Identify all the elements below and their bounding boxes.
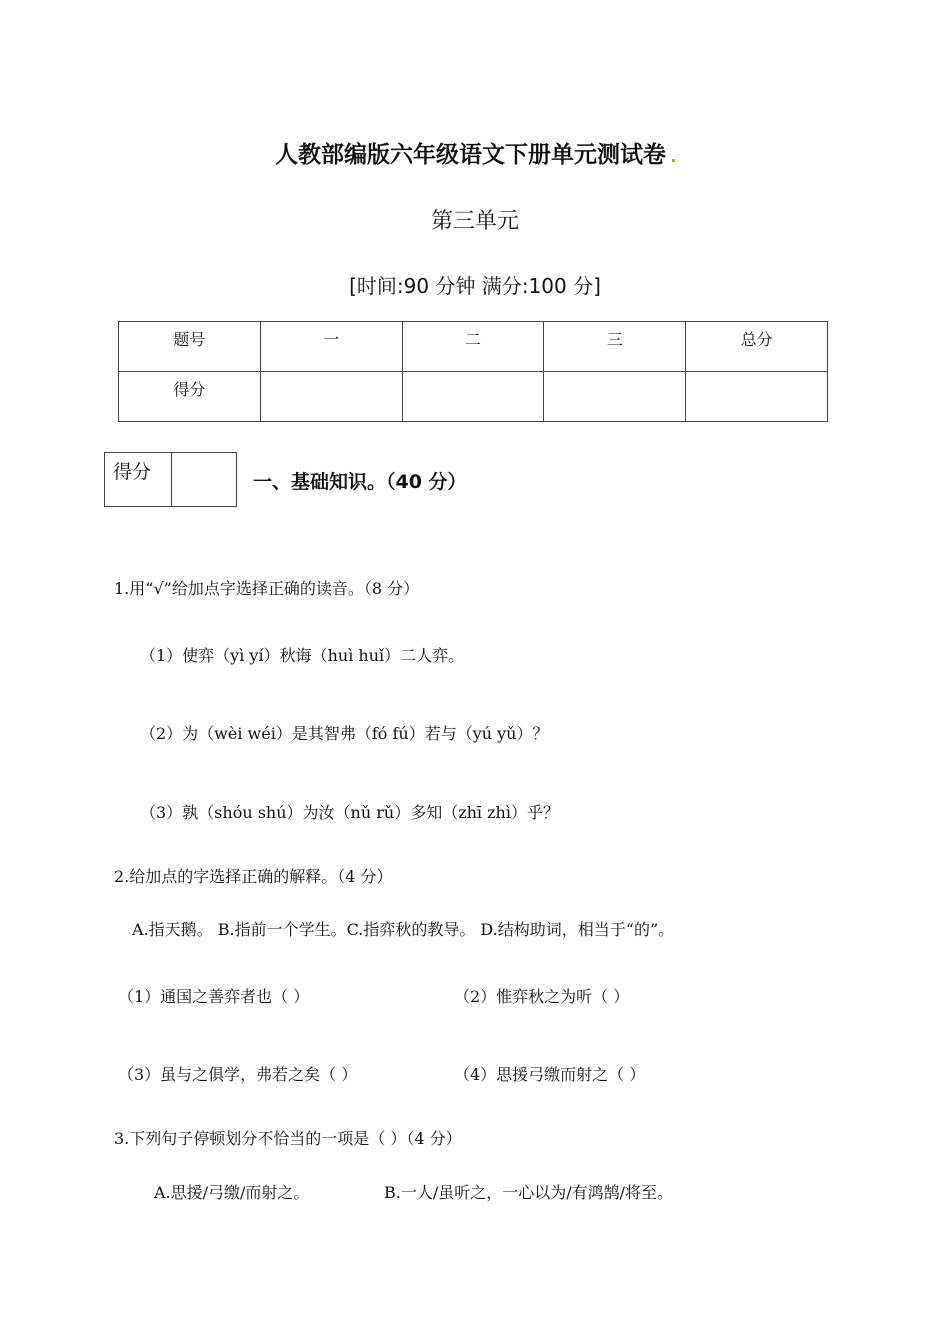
question-3-option: B.一人/虽听之，一心以为/有鸿鹄/将至。	[384, 1183, 674, 1202]
question-1-stem: 1.用“√”给加点字选择正确的读音。（8 分）	[114, 579, 420, 598]
question-1-item: （3）孰（shóu shú）为汝（nǔ rǔ）多知（zhī zhì）乎？	[140, 803, 559, 822]
score-cell[interactable]	[402, 372, 544, 422]
question-1-item: （2）为（wèi wéi）是其智弗（fó fú）若与（yú yǔ）？	[140, 724, 549, 743]
score-table-header-row	[119, 322, 828, 372]
score-table-header: 三	[544, 322, 686, 372]
score-table	[118, 321, 828, 422]
unit-title: 第三单元	[430, 209, 519, 234]
score-table-header: 二	[402, 322, 544, 372]
question-3-stem: 3.下列句子停顿划分不恰当的一项是（ ）（4 分）	[114, 1129, 462, 1148]
score-cell[interactable]	[544, 372, 686, 422]
page-title: 人教部编版六年级语文下册单元测试卷	[0, 136, 950, 169]
score-table-header: 题号	[119, 322, 261, 372]
question-2-item: （1）通国之善弈者也（ ）	[118, 987, 310, 1006]
time-info: [时间:90 分钟 满分:100 分]	[349, 274, 601, 298]
score-table-header: 总分	[686, 322, 828, 372]
section-title: 一、基础知识。（40 分）	[253, 471, 467, 493]
section-score-divider	[171, 453, 172, 506]
score-table-row-label: 得分	[119, 372, 261, 422]
score-cell[interactable]	[686, 372, 828, 422]
section-score-label: 得分	[113, 461, 152, 483]
question-2-item: （2）惟弈秋之为听（ ）	[454, 987, 630, 1006]
score-table-header: 一	[260, 322, 402, 372]
question-3-option: A.思援/弓缴/而射之。	[154, 1183, 310, 1202]
question-2-item: （3）虽与之俱学，弗若之矣（ ）	[118, 1065, 358, 1084]
section-score-box	[104, 452, 237, 507]
score-table-score-row	[119, 372, 828, 422]
score-cell[interactable]	[260, 372, 402, 422]
question-2-stem: 2.给加点的字选择正确的解释。（4 分）	[114, 867, 393, 886]
question-2-options: A.指天鹅。 B.指前一个学生。C.指弈秋的教导。 D.结构助词，相当于“的”。	[132, 920, 675, 939]
question-1-item: （1）使弈（yì yí）秋诲（huì huǐ）二人弈。	[140, 646, 465, 665]
decorative-dot	[672, 159, 675, 162]
question-2-item: （4）思援弓缴而射之（ ）	[454, 1065, 646, 1084]
